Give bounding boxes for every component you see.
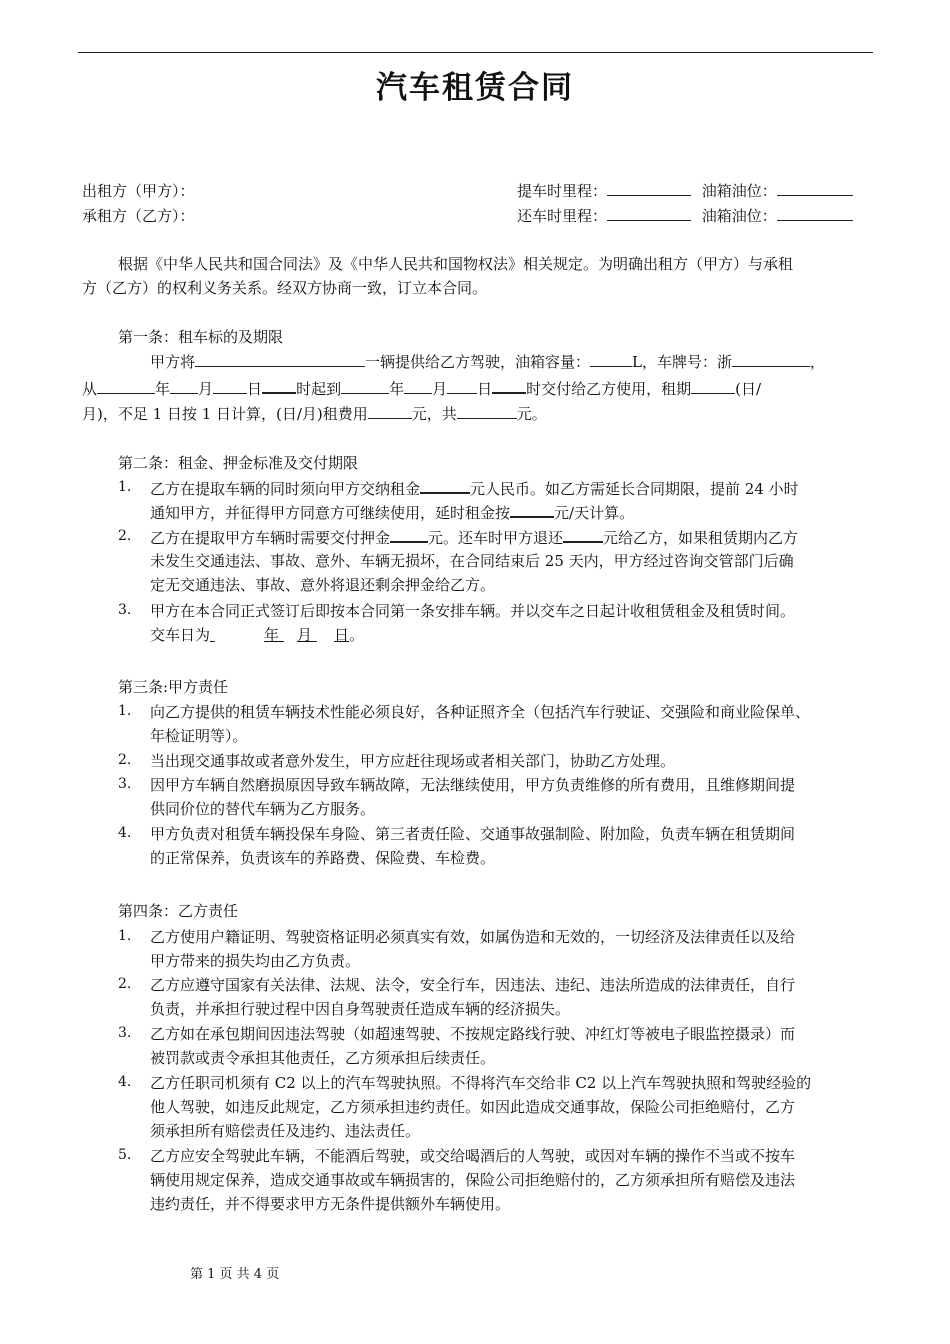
list-number: 1. — [118, 479, 132, 495]
text: 时交付给乙方使用，租期 — [526, 380, 692, 398]
article4-item1-line-2: 甲方带来的损失均由乙方负责。 — [150, 952, 361, 970]
list-number: 3. — [118, 1025, 132, 1041]
text: 乙方在提取甲方车辆时需要交付押金 — [150, 529, 391, 547]
pickup-mileage-row — [517, 180, 853, 201]
fuel-label-1: 油箱油位： — [701, 182, 777, 200]
article4-item4-line-2: 他人驾驶，如违反此规定，乙方须承担违约责任。如因此造成交通事故，保险公司拒绝赔付，乙方 — [150, 1098, 796, 1116]
text: 日 — [247, 380, 263, 398]
article3-item1-line-1: 向乙方提供的租赁车辆技术性能必须良好，各种证照齐全（包括汽车行驶证、交强险和商业险保单、 — [150, 703, 811, 721]
text: 。 — [349, 626, 365, 644]
deposit-blank[interactable] — [390, 526, 428, 543]
article2-item2-line-1 — [150, 526, 950, 550]
fuel-level-blank-1[interactable] — [777, 180, 853, 196]
start-day-blank[interactable] — [213, 378, 247, 394]
end-hour-blank[interactable] — [492, 377, 526, 394]
return-mileage-label: 还车时里程： — [517, 207, 608, 225]
text: 年 — [264, 626, 280, 644]
text: 乙方在提取车辆的同时须向甲方交纳租金 — [150, 480, 421, 498]
overtime-rate-blank[interactable] — [510, 501, 554, 518]
article1-line-1 — [150, 351, 950, 374]
article3-item1-line-2: 年检证明等）。 — [150, 727, 248, 745]
article2-item1-line-2 — [150, 501, 950, 525]
fuel-level-blank-2[interactable] — [777, 205, 853, 221]
article4-item3-line-2: 被罚款或责令承担其他责任，乙方须承担后续责任。 — [150, 1049, 496, 1067]
list-number: 4. — [118, 1074, 132, 1090]
article2-item2-line-2: 未发生交通违法、事故、意外、车辆无损坏，在合同结束后 25 天内，甲方经过咨询交管部门后确 — [150, 552, 794, 570]
start-month-blank[interactable] — [170, 378, 198, 394]
pickup-mileage-label: 提车时里程： — [517, 182, 608, 200]
text: 元，共 — [411, 405, 457, 423]
delivery-month-blank[interactable] — [279, 624, 297, 647]
text: 交车日为 — [150, 626, 211, 644]
list-number: 2. — [118, 528, 132, 544]
list-number: 2. — [118, 976, 132, 992]
refund-blank[interactable] — [563, 526, 603, 543]
article4-item4-line-1: 乙方任职司机须有 C2 以上的汽车驾驶执照。不得将汽车交给非 C2 以上汽车驾驶执照和驾驶经验的 — [150, 1074, 812, 1092]
article2-item3-line-1: 甲方在本合同正式签订后即按本合同第一条安排车辆。并以交车之日起计收租赁租金及租赁时间。 — [150, 602, 796, 620]
list-number: 3. — [118, 776, 132, 792]
article3-item4-line-2: 的正常保养，负责该车的养路费、保险费、车检费。 — [150, 849, 496, 867]
text: 甲方将 — [150, 353, 196, 371]
text: 年 — [389, 380, 405, 398]
return-mileage-row — [517, 205, 853, 226]
article2-heading: 第二条：租金、押金标准及交付期限 — [118, 454, 359, 472]
text: 日 — [334, 626, 350, 644]
list-number: 2. — [118, 752, 132, 768]
text: 通知甲方，并征得甲方同意方可继续使用，延时租金按 — [150, 504, 511, 522]
fuel-label-2: 油箱油位： — [701, 207, 777, 225]
text: 月)，不足 1 日按 1 日计算，(日/月)租费用 — [82, 405, 368, 423]
intro-line-1: 根据《中华人民共和国合同法》及《中华人民共和国物权法》相关规定。为明确出租方（甲方）与承租 — [118, 255, 794, 273]
vehicle-blank[interactable] — [195, 351, 365, 367]
total-blank[interactable] — [457, 403, 517, 419]
text: 一辆提供给乙方驾驶，油箱容量： — [365, 353, 591, 371]
article1-line-2 — [82, 377, 882, 401]
intro-line-2: 方（乙方）的权利义务关系。经双方协商一致，订立本合同。 — [82, 279, 488, 297]
article4-item1-line-1: 乙方使用户籍证明、驾驶资格证明必须真实有效，如属伪造和无效的，一切经济及法律责任以及给 — [150, 928, 796, 946]
rate-blank[interactable] — [368, 403, 412, 419]
delivery-year-blank[interactable] — [210, 624, 264, 647]
article3-item2-line-1: 当出现交通事故或者意外发生，甲方应赶往现场或者相关部门，协助乙方处理。 — [150, 752, 676, 770]
list-number: 1. — [118, 703, 132, 719]
article3-item3-line-1: 因甲方车辆自然磨损原因导致车辆故障，无法继续使用，甲方负责维修的所有费用，且维修期间提 — [150, 776, 796, 794]
article3-item3-line-2: 供同价位的替代车辆为乙方服务。 — [150, 800, 376, 818]
text: 时起到 — [296, 380, 342, 398]
text: 月 — [432, 380, 448, 398]
list-number: 5. — [118, 1147, 132, 1163]
start-hour-blank[interactable] — [262, 377, 296, 394]
article2-item2-line-3: 定无交通违法、事故、意外将退还剩余押金给乙方。 — [150, 576, 496, 594]
rental-period-blank[interactable] — [691, 378, 735, 394]
list-number: 4. — [118, 825, 132, 841]
article3-item4-line-1: 甲方负责对租赁车辆投保车身险、第三者责任险、交通事故强制险、附加险，负责车辆在租赁期间 — [150, 825, 796, 843]
plate-number-blank[interactable] — [732, 351, 810, 367]
text: 日 — [477, 380, 493, 398]
text: 元。还车时甲方退还 — [428, 529, 564, 547]
text: 月 — [297, 626, 313, 644]
article3-heading: 第三条:甲方责任 — [118, 678, 229, 696]
text: 元。 — [516, 405, 547, 423]
tank-capacity-blank[interactable] — [590, 351, 632, 367]
article2-item3-line-2 — [150, 624, 950, 647]
document-title: 汽车租赁合同 — [376, 70, 574, 106]
article4-item2-line-1: 乙方应遵守国家有关法律、法规、法令，安全行车，因违法、违纪、违法所造成的法律责任，自行 — [150, 976, 796, 994]
list-number: 1. — [118, 928, 132, 944]
list-number: 3. — [118, 602, 132, 618]
return-mileage-blank[interactable] — [607, 205, 691, 221]
top-rule — [78, 52, 873, 53]
text: 元/天计算。 — [554, 504, 635, 522]
text: L，车牌号：浙 — [632, 353, 732, 371]
pickup-mileage-blank[interactable] — [607, 180, 691, 196]
lessee-label: 承租方（乙方）： — [82, 207, 195, 225]
article4-item2-line-2: 负责，并承担行驶过程中因自身驾驶责任造成车辆的经济损失。 — [150, 1000, 571, 1018]
rent-amount-blank[interactable] — [420, 477, 470, 494]
text: 月 — [198, 380, 214, 398]
lessor-label: 出租方（甲方）： — [82, 182, 195, 200]
text: (日/ — [735, 380, 762, 398]
delivery-day-blank[interactable] — [312, 624, 334, 647]
article4-item3-line-1: 乙方如在承包期间因违法驾驶（如超速驾驶、不按规定路线行驶、冲红灯等被电子眼监控摄录）而 — [150, 1025, 796, 1043]
article4-item4-line-3: 须承担所有赔偿责任及违约、违法责任。 — [150, 1122, 421, 1140]
article1-heading: 第一条：租车标的及期限 — [118, 328, 284, 346]
text: 从 — [82, 380, 98, 398]
article4-item5-line-3: 违约责任，并不得要求甲方无条件提供额外车辆使用。 — [150, 1195, 511, 1213]
end-month-blank[interactable] — [404, 378, 432, 394]
text: 元给乙方，如果租赁期内乙方 — [603, 529, 799, 547]
article4-item5-line-2: 辆使用规定保养，造成交通事故或车辆损害的，保险公司拒绝赔付的，乙方须承担所有赔偿及违法 — [150, 1171, 796, 1189]
text: ， — [810, 353, 826, 371]
page-number: 第 1 页 共 4 页 — [190, 1267, 280, 1282]
end-day-blank[interactable] — [447, 378, 477, 394]
article2-item1-line-1 — [150, 477, 950, 501]
text: 年 — [155, 380, 171, 398]
end-year-blank[interactable] — [341, 378, 389, 394]
start-year-blank[interactable] — [97, 378, 155, 394]
article1-line-3 — [82, 403, 882, 426]
article4-heading: 第四条：乙方责任 — [118, 902, 239, 920]
text: 元人民币。如乙方需延长合同期限，提前 24 小时 — [470, 480, 799, 498]
article4-item5-line-1: 乙方应安全驾驶此车辆，不能酒后驾驶，或交给喝酒后的人驾驶，或因对车辆的操作不当或不按车 — [150, 1147, 796, 1165]
